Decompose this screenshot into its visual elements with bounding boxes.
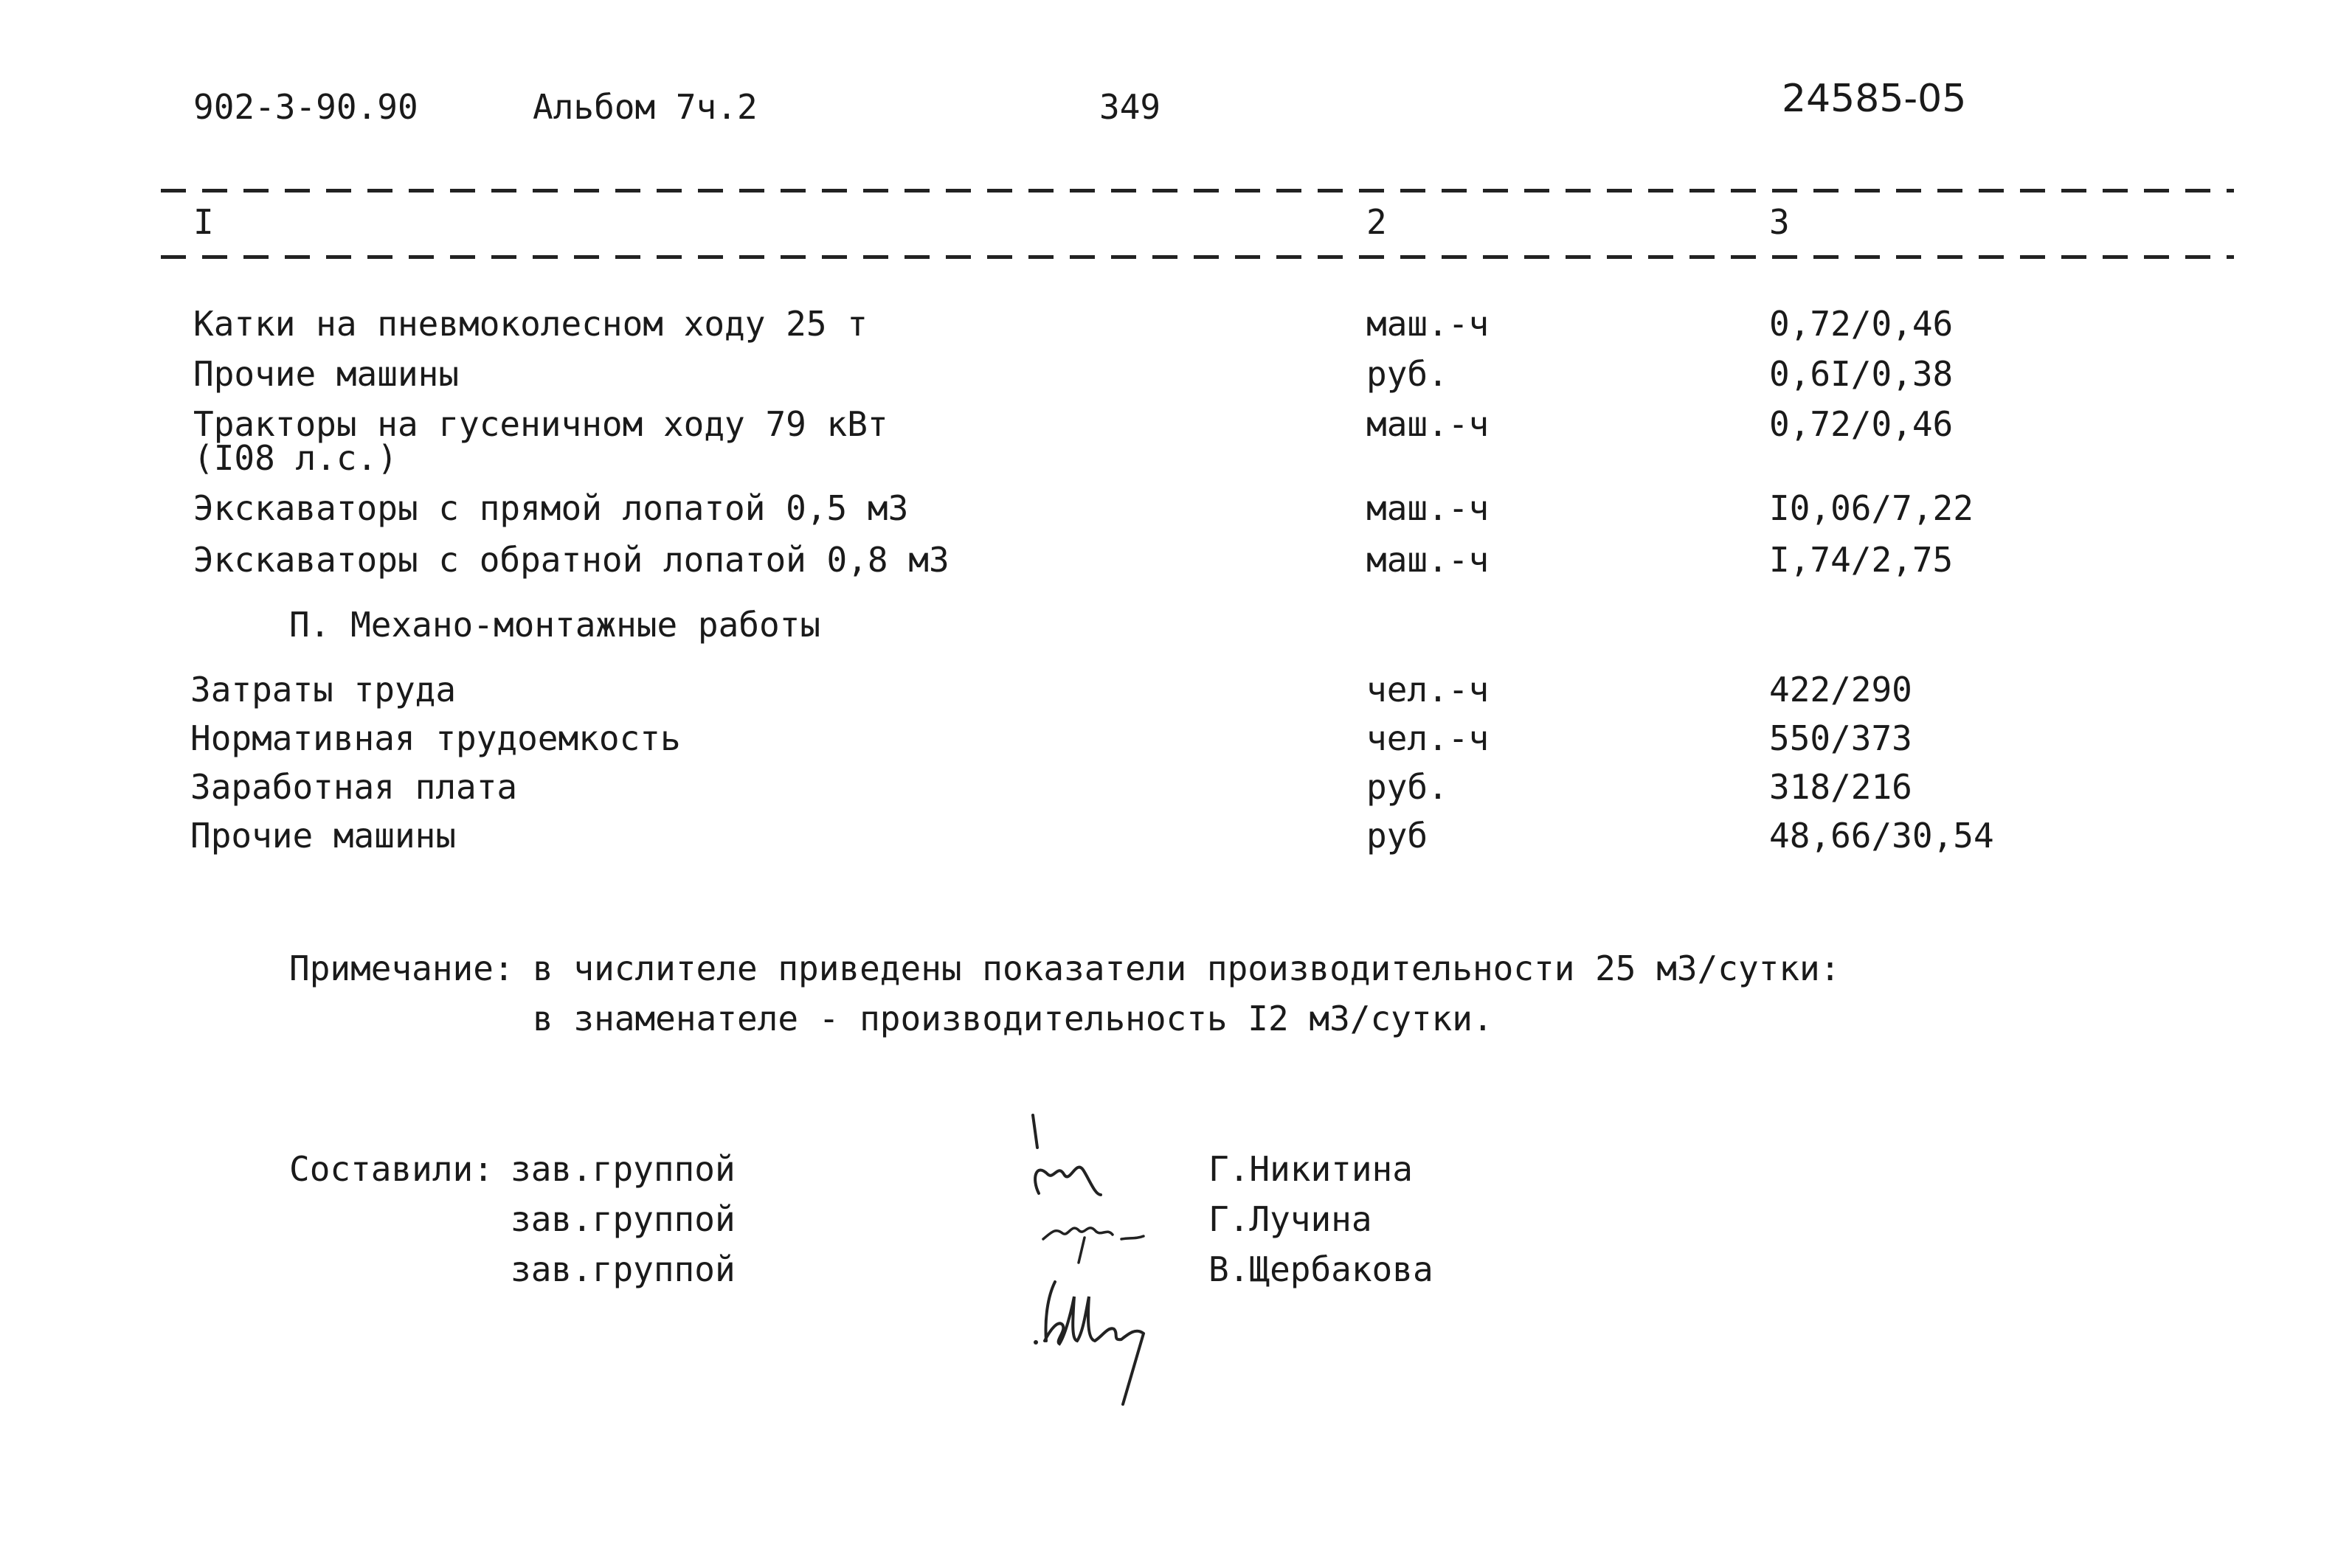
table-top-rule xyxy=(161,189,2234,192)
inventory-number: 24585-05 xyxy=(1782,77,1967,121)
compiler-name: Г.Лучина xyxy=(1208,1199,1372,1239)
section-title: П. Механо-монтажные работы xyxy=(289,605,821,645)
row-value: I,74/2,75 xyxy=(1769,540,1954,580)
row-value: 0,72/0,46 xyxy=(1769,404,1954,444)
note-label: Примечание: xyxy=(289,948,514,988)
signature-shcherbakova xyxy=(1025,1267,1195,1407)
row-unit: маш.-ч xyxy=(1366,404,1490,444)
row-value: 48,66/30,54 xyxy=(1769,816,1994,856)
row-unit: маш.-ч xyxy=(1366,488,1490,528)
compiler-role: зав.группой xyxy=(511,1249,736,1289)
row-name: Нормативная трудоемкость xyxy=(190,718,681,758)
compiler-name: В.Щербакова xyxy=(1208,1249,1433,1289)
row-name: Тракторы на гусеничном ходу 79 кВт xyxy=(193,404,888,444)
column-header-3: 3 xyxy=(1769,202,1790,242)
row-name: Катки на пневмоколесном ходу 25 т xyxy=(193,304,868,344)
row-unit: руб. xyxy=(1366,767,1448,807)
compiler-role: зав.группой xyxy=(511,1149,736,1189)
row-name-continued: (I08 л.с.) xyxy=(193,438,398,478)
compiler-name: Г.Никитина xyxy=(1208,1149,1413,1189)
table-header-rule xyxy=(161,255,2234,259)
row-name: Заработная плата xyxy=(190,767,518,807)
row-unit: маш.-ч xyxy=(1366,304,1490,344)
signature-luchina xyxy=(1033,1201,1166,1267)
signature-nikitina xyxy=(1018,1106,1166,1202)
compiler-role: зав.группой xyxy=(511,1199,736,1239)
row-unit: чел.-ч xyxy=(1366,718,1490,758)
row-unit: чел.-ч xyxy=(1366,670,1490,710)
note-line-1: в числителе приведены показатели производительности 25 м3/сутки: xyxy=(533,948,1841,988)
doc-code: 902-3-90.90 xyxy=(193,87,418,127)
row-name: Затраты труда xyxy=(190,670,457,710)
row-unit: руб. xyxy=(1366,354,1448,394)
row-name: Экскаваторы с прямой лопатой 0,5 м3 xyxy=(193,488,909,528)
row-name: Экскаваторы с обратной лопатой 0,8 м3 xyxy=(193,540,950,580)
row-value: 318/216 xyxy=(1769,767,1912,807)
row-value: 422/290 xyxy=(1769,670,1912,710)
row-name: Прочие машины xyxy=(193,354,460,394)
album-label: Альбом 7ч.2 xyxy=(533,87,758,127)
compilers-label: Составили: xyxy=(289,1149,494,1189)
row-name: Прочие машины xyxy=(190,816,457,856)
row-value: 550/373 xyxy=(1769,718,1912,758)
column-header-2: 2 xyxy=(1366,202,1387,242)
row-unit: маш.-ч xyxy=(1366,540,1490,580)
page-number: 349 xyxy=(1099,87,1161,127)
row-unit: руб xyxy=(1366,816,1428,856)
row-value: I0,06/7,22 xyxy=(1769,488,1974,528)
column-header-1: I xyxy=(193,202,214,242)
note-line-2: в знаменателе - производительность I2 м3/сутки. xyxy=(533,999,1493,1038)
row-value: 0,72/0,46 xyxy=(1769,304,1954,344)
row-value: 0,6I/0,38 xyxy=(1769,354,1954,394)
